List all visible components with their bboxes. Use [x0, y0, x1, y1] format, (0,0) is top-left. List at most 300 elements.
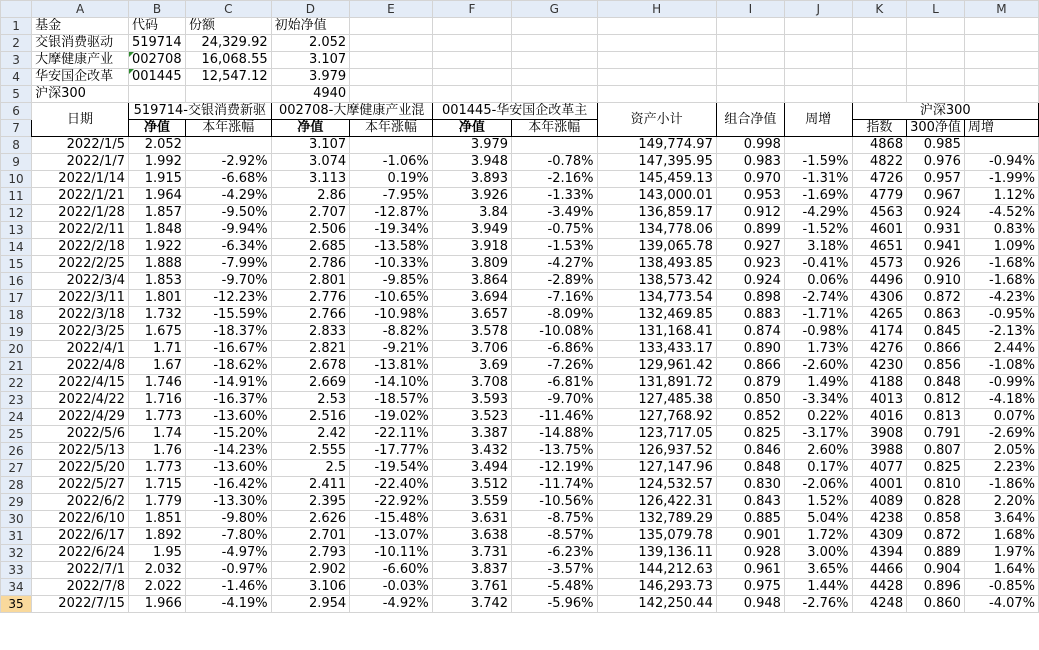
- asset-cell[interactable]: 147,395.95: [597, 154, 716, 171]
- empty-cell[interactable]: [512, 18, 598, 35]
- fund1-ytd-cell[interactable]: -13.60%: [185, 409, 271, 426]
- index-weekly-cell[interactable]: 1.64%: [964, 562, 1038, 579]
- index-weekly-cell[interactable]: -1.68%: [964, 256, 1038, 273]
- portfolio-nav-cell[interactable]: 0.898: [716, 290, 784, 307]
- fund3-ytd-cell[interactable]: -10.56%: [512, 494, 598, 511]
- portfolio-nav-cell[interactable]: 0.928: [716, 545, 784, 562]
- asset-cell[interactable]: 126,937.52: [597, 443, 716, 460]
- empty-cell[interactable]: [784, 52, 852, 69]
- row-header[interactable]: 10: [1, 171, 32, 188]
- fund3-nav-cell[interactable]: 3.84: [432, 205, 511, 222]
- fund1-ytd-cell[interactable]: -1.46%: [185, 579, 271, 596]
- row-header[interactable]: 11: [1, 188, 32, 205]
- asset-cell[interactable]: 134,773.54: [597, 290, 716, 307]
- fund2-nav-cell[interactable]: 2.701: [271, 528, 350, 545]
- index-points-cell[interactable]: 4496: [852, 273, 907, 290]
- index-nav-cell[interactable]: 0.858: [907, 511, 965, 528]
- fund1-nav-cell[interactable]: 1.76: [128, 443, 185, 460]
- fund-shares-cell[interactable]: 12,547.12: [185, 69, 271, 86]
- index-weekly-subheader[interactable]: 周增: [964, 120, 1038, 137]
- asset-cell[interactable]: 142,250.44: [597, 596, 716, 613]
- weekly-change-cell[interactable]: -0.98%: [784, 324, 852, 341]
- asset-cell[interactable]: 146,293.73: [597, 579, 716, 596]
- date-cell[interactable]: 2022/5/6: [32, 426, 129, 443]
- asset-cell[interactable]: 136,859.17: [597, 205, 716, 222]
- portfolio-nav-cell[interactable]: 0.852: [716, 409, 784, 426]
- column-header-k[interactable]: K: [852, 1, 907, 18]
- fund1-ytd-cell[interactable]: -12.23%: [185, 290, 271, 307]
- fund3-nav-cell[interactable]: 3.837: [432, 562, 511, 579]
- index-nav-cell[interactable]: 0.926: [907, 256, 965, 273]
- index-weekly-cell[interactable]: -1.86%: [964, 477, 1038, 494]
- row-header[interactable]: 8: [1, 137, 32, 154]
- fund3-ytd-cell[interactable]: -0.75%: [512, 222, 598, 239]
- index-nav-cell[interactable]: 0.957: [907, 171, 965, 188]
- index-points-cell[interactable]: 4726: [852, 171, 907, 188]
- index-points-cell[interactable]: 3988: [852, 443, 907, 460]
- portfolio-nav-cell[interactable]: 0.825: [716, 426, 784, 443]
- index-points-cell[interactable]: 4230: [852, 358, 907, 375]
- index-nav-cell[interactable]: 0.910: [907, 273, 965, 290]
- date-cell[interactable]: 2022/4/22: [32, 392, 129, 409]
- fund2-ytd-cell[interactable]: -19.54%: [350, 460, 433, 477]
- portfolio-nav-cell[interactable]: 0.848: [716, 460, 784, 477]
- index-header[interactable]: 沪深300: [852, 103, 1038, 120]
- index-weekly-cell[interactable]: 2.23%: [964, 460, 1038, 477]
- index-nav-cell[interactable]: 0.812: [907, 392, 965, 409]
- fund3-nav-cell[interactable]: 3.559: [432, 494, 511, 511]
- row-header[interactable]: 18: [1, 307, 32, 324]
- fund1-nav-cell[interactable]: 1.779: [128, 494, 185, 511]
- row-header[interactable]: 14: [1, 239, 32, 256]
- date-cell[interactable]: 2022/2/18: [32, 239, 129, 256]
- empty-cell[interactable]: [185, 86, 271, 103]
- date-cell[interactable]: 2022/1/5: [32, 137, 129, 154]
- weekly-change-cell[interactable]: 3.65%: [784, 562, 852, 579]
- date-cell[interactable]: 2022/4/1: [32, 341, 129, 358]
- fund1-ytd-cell[interactable]: -2.92%: [185, 154, 271, 171]
- date-cell[interactable]: 2022/3/25: [32, 324, 129, 341]
- weekly-change-cell[interactable]: -1.71%: [784, 307, 852, 324]
- fund1-nav-cell[interactable]: 1.992: [128, 154, 185, 171]
- row-header[interactable]: 5: [1, 86, 32, 103]
- fund2-nav-cell[interactable]: 3.107: [271, 137, 350, 154]
- empty-cell[interactable]: [350, 52, 433, 69]
- fund2-nav-cell[interactable]: 2.766: [271, 307, 350, 324]
- index-points-cell[interactable]: 4276: [852, 341, 907, 358]
- index-nav-cell[interactable]: 0.904: [907, 562, 965, 579]
- fund1-ytd-cell[interactable]: -15.20%: [185, 426, 271, 443]
- asset-cell[interactable]: 127,768.92: [597, 409, 716, 426]
- fund3-ytd-cell[interactable]: -5.96%: [512, 596, 598, 613]
- fund1-ytd-cell[interactable]: [185, 137, 271, 154]
- select-all-corner[interactable]: [1, 1, 32, 18]
- weekly-change-cell[interactable]: 3.00%: [784, 545, 852, 562]
- fund1-nav-cell[interactable]: 2.032: [128, 562, 185, 579]
- date-cell[interactable]: 2022/1/28: [32, 205, 129, 222]
- fund3-nav-cell[interactable]: 3.657: [432, 307, 511, 324]
- fund2-ytd-cell[interactable]: -22.40%: [350, 477, 433, 494]
- row-header[interactable]: 13: [1, 222, 32, 239]
- date-cell[interactable]: 2022/6/2: [32, 494, 129, 511]
- empty-cell[interactable]: [350, 18, 433, 35]
- empty-cell[interactable]: [964, 35, 1038, 52]
- weekly-change-cell[interactable]: 1.52%: [784, 494, 852, 511]
- fund3-nav-cell[interactable]: 3.631: [432, 511, 511, 528]
- index-nav-cell[interactable]: 0.976: [907, 154, 965, 171]
- fund3-ytd-cell[interactable]: -3.49%: [512, 205, 598, 222]
- index-weekly-cell[interactable]: 3.64%: [964, 511, 1038, 528]
- index-points-cell[interactable]: 4779: [852, 188, 907, 205]
- date-cell[interactable]: 2022/3/4: [32, 273, 129, 290]
- index-weekly-cell[interactable]: 1.12%: [964, 188, 1038, 205]
- index-weekly-cell[interactable]: [964, 137, 1038, 154]
- fund2-nav-cell[interactable]: 2.685: [271, 239, 350, 256]
- fund1-ytd-cell[interactable]: -4.19%: [185, 596, 271, 613]
- empty-cell[interactable]: [512, 69, 598, 86]
- fund1-nav-cell[interactable]: 1.801: [128, 290, 185, 307]
- row-header[interactable]: 35: [1, 596, 32, 613]
- fund2-nav-cell[interactable]: 2.516: [271, 409, 350, 426]
- fund3-nav-cell[interactable]: 3.979: [432, 137, 511, 154]
- index-weekly-cell[interactable]: -1.68%: [964, 273, 1038, 290]
- weekly-change-cell[interactable]: 0.17%: [784, 460, 852, 477]
- portfolio-nav-cell[interactable]: 0.998: [716, 137, 784, 154]
- fund2-nav-cell[interactable]: 2.954: [271, 596, 350, 613]
- fund3-ytd-cell[interactable]: -1.33%: [512, 188, 598, 205]
- ytd-subheader[interactable]: 本年涨幅: [350, 120, 433, 137]
- column-header-j[interactable]: J: [784, 1, 852, 18]
- empty-cell[interactable]: [964, 52, 1038, 69]
- fund3-ytd-cell[interactable]: -8.57%: [512, 528, 598, 545]
- fund1-ytd-cell[interactable]: -6.34%: [185, 239, 271, 256]
- empty-cell[interactable]: [784, 86, 852, 103]
- column-header-b[interactable]: B: [128, 1, 185, 18]
- fund1-ytd-cell[interactable]: -0.97%: [185, 562, 271, 579]
- date-cell[interactable]: 2022/2/25: [32, 256, 129, 273]
- asset-cell[interactable]: 133,433.17: [597, 341, 716, 358]
- fund2-nav-cell[interactable]: 2.555: [271, 443, 350, 460]
- weekly-change-cell[interactable]: -3.17%: [784, 426, 852, 443]
- empty-cell[interactable]: [716, 69, 784, 86]
- index-nav-cell[interactable]: 0.866: [907, 341, 965, 358]
- empty-cell[interactable]: [597, 69, 716, 86]
- index-weekly-cell[interactable]: -2.69%: [964, 426, 1038, 443]
- fund2-ytd-cell[interactable]: -17.77%: [350, 443, 433, 460]
- empty-cell[interactable]: [852, 86, 907, 103]
- fund1-nav-cell[interactable]: 1.67: [128, 358, 185, 375]
- index-nav-cell[interactable]: 0.856: [907, 358, 965, 375]
- fund3-nav-cell[interactable]: 3.593: [432, 392, 511, 409]
- weekly-change-cell[interactable]: -1.31%: [784, 171, 852, 188]
- asset-cell[interactable]: 144,212.63: [597, 562, 716, 579]
- fund3-nav-cell[interactable]: 3.706: [432, 341, 511, 358]
- empty-cell[interactable]: [716, 18, 784, 35]
- index-points-subheader[interactable]: 指数: [852, 120, 907, 137]
- fund-code-cell[interactable]: 002708: [128, 52, 185, 69]
- fund1-ytd-cell[interactable]: -7.80%: [185, 528, 271, 545]
- fund2-nav-cell[interactable]: 2.626: [271, 511, 350, 528]
- row-header[interactable]: 25: [1, 426, 32, 443]
- empty-cell[interactable]: [907, 69, 965, 86]
- fund1-ytd-cell[interactable]: -16.42%: [185, 477, 271, 494]
- portfolio-nav-cell[interactable]: 0.866: [716, 358, 784, 375]
- weekly-change-cell[interactable]: 3.18%: [784, 239, 852, 256]
- empty-cell[interactable]: [907, 86, 965, 103]
- index-weekly-cell[interactable]: -4.52%: [964, 205, 1038, 222]
- date-cell[interactable]: 2022/6/24: [32, 545, 129, 562]
- fund3-ytd-cell[interactable]: -9.70%: [512, 392, 598, 409]
- fund-nav-cell[interactable]: 3.107: [271, 52, 350, 69]
- empty-cell[interactable]: [716, 86, 784, 103]
- asset-cell[interactable]: 132,469.85: [597, 307, 716, 324]
- asset-cell[interactable]: 131,168.41: [597, 324, 716, 341]
- weekly-change-cell[interactable]: -1.59%: [784, 154, 852, 171]
- fund-name-cell[interactable]: 大摩健康产业: [32, 52, 129, 69]
- fund3-ytd-cell[interactable]: -4.27%: [512, 256, 598, 273]
- index-weekly-cell[interactable]: -4.07%: [964, 596, 1038, 613]
- index-weekly-cell[interactable]: 0.83%: [964, 222, 1038, 239]
- row-header[interactable]: 15: [1, 256, 32, 273]
- empty-cell[interactable]: [784, 35, 852, 52]
- date-cell[interactable]: 2022/1/7: [32, 154, 129, 171]
- date-cell[interactable]: 2022/2/11: [32, 222, 129, 239]
- fund1-nav-cell[interactable]: 2.052: [128, 137, 185, 154]
- fund3-ytd-cell[interactable]: -6.23%: [512, 545, 598, 562]
- row-header[interactable]: 34: [1, 579, 32, 596]
- portfolio-nav-cell[interactable]: 0.883: [716, 307, 784, 324]
- portfolio-nav-cell[interactable]: 0.830: [716, 477, 784, 494]
- index-weekly-cell[interactable]: 0.07%: [964, 409, 1038, 426]
- fund1-nav-cell[interactable]: 1.915: [128, 171, 185, 188]
- weekly-change-cell[interactable]: 0.22%: [784, 409, 852, 426]
- row-header[interactable]: 24: [1, 409, 32, 426]
- date-cell[interactable]: 2022/1/21: [32, 188, 129, 205]
- index-points-cell[interactable]: 4868: [852, 137, 907, 154]
- index-value-cell[interactable]: 4940: [271, 86, 350, 103]
- fund2-header[interactable]: 002708-大摩健康产业混: [271, 103, 432, 120]
- column-header-i[interactable]: I: [716, 1, 784, 18]
- fund1-nav-cell[interactable]: 2.022: [128, 579, 185, 596]
- portfolio-nav-cell[interactable]: 0.948: [716, 596, 784, 613]
- index-points-cell[interactable]: 4248: [852, 596, 907, 613]
- portfolio-nav-cell[interactable]: 0.912: [716, 205, 784, 222]
- empty-cell[interactable]: [432, 52, 511, 69]
- fund2-ytd-cell[interactable]: -22.11%: [350, 426, 433, 443]
- portfolio-nav-cell[interactable]: 0.890: [716, 341, 784, 358]
- fund2-nav-cell[interactable]: 2.786: [271, 256, 350, 273]
- index-nav-cell[interactable]: 0.889: [907, 545, 965, 562]
- fund1-nav-cell[interactable]: 1.853: [128, 273, 185, 290]
- fund3-nav-cell[interactable]: 3.893: [432, 171, 511, 188]
- ytd-subheader[interactable]: 本年涨幅: [512, 120, 598, 137]
- weekly-change-cell[interactable]: -3.34%: [784, 392, 852, 409]
- index-weekly-cell[interactable]: -4.18%: [964, 392, 1038, 409]
- fund1-ytd-cell[interactable]: -13.30%: [185, 494, 271, 511]
- index-nav-subheader[interactable]: 300净值: [907, 120, 965, 137]
- index-nav-cell[interactable]: 0.924: [907, 205, 965, 222]
- fund1-ytd-cell[interactable]: -18.62%: [185, 358, 271, 375]
- index-weekly-cell[interactable]: 2.20%: [964, 494, 1038, 511]
- fund1-ytd-cell[interactable]: -13.60%: [185, 460, 271, 477]
- fund2-nav-cell[interactable]: 2.506: [271, 222, 350, 239]
- empty-cell[interactable]: [432, 86, 511, 103]
- fund-nav-cell[interactable]: 2.052: [271, 35, 350, 52]
- index-points-cell[interactable]: 4651: [852, 239, 907, 256]
- empty-cell[interactable]: [128, 86, 185, 103]
- row-header[interactable]: 4: [1, 69, 32, 86]
- asset-cell[interactable]: 149,774.97: [597, 137, 716, 154]
- fund2-nav-cell[interactable]: 3.106: [271, 579, 350, 596]
- row-header[interactable]: 33: [1, 562, 32, 579]
- fund2-nav-cell[interactable]: 3.113: [271, 171, 350, 188]
- fund2-ytd-cell[interactable]: -19.34%: [350, 222, 433, 239]
- fund2-ytd-cell[interactable]: [350, 137, 433, 154]
- fund3-ytd-cell[interactable]: -6.86%: [512, 341, 598, 358]
- row-header[interactable]: 20: [1, 341, 32, 358]
- index-nav-cell[interactable]: 0.807: [907, 443, 965, 460]
- row-header[interactable]: 9: [1, 154, 32, 171]
- fund1-ytd-cell[interactable]: -15.59%: [185, 307, 271, 324]
- fund3-ytd-cell[interactable]: -11.74%: [512, 477, 598, 494]
- weekly-change-cell[interactable]: -2.06%: [784, 477, 852, 494]
- date-cell[interactable]: 2022/3/18: [32, 307, 129, 324]
- fund3-nav-cell[interactable]: 3.742: [432, 596, 511, 613]
- fund3-ytd-cell[interactable]: -3.57%: [512, 562, 598, 579]
- index-nav-cell[interactable]: 0.810: [907, 477, 965, 494]
- weekly-change-cell[interactable]: 1.44%: [784, 579, 852, 596]
- empty-cell[interactable]: [597, 52, 716, 69]
- empty-cell[interactable]: [907, 52, 965, 69]
- fund2-nav-cell[interactable]: 3.074: [271, 154, 350, 171]
- portfolio-header[interactable]: 组合净值: [716, 103, 784, 137]
- fund1-nav-cell[interactable]: 1.851: [128, 511, 185, 528]
- index-weekly-cell[interactable]: -0.94%: [964, 154, 1038, 171]
- fund3-nav-cell[interactable]: 3.694: [432, 290, 511, 307]
- fund1-nav-cell[interactable]: 1.71: [128, 341, 185, 358]
- fund1-nav-cell[interactable]: 1.892: [128, 528, 185, 545]
- index-points-cell[interactable]: 4188: [852, 375, 907, 392]
- fund1-header[interactable]: 519714-交银消费新驱: [128, 103, 271, 120]
- fund3-ytd-cell[interactable]: -7.16%: [512, 290, 598, 307]
- portfolio-nav-cell[interactable]: 0.923: [716, 256, 784, 273]
- fund2-nav-cell[interactable]: 2.42: [271, 426, 350, 443]
- asset-cell[interactable]: 126,422.31: [597, 494, 716, 511]
- row-header[interactable]: 12: [1, 205, 32, 222]
- info-header-cell[interactable]: 基金: [32, 18, 129, 35]
- date-cell[interactable]: 2022/5/13: [32, 443, 129, 460]
- row-header[interactable]: 6: [1, 103, 32, 120]
- empty-cell[interactable]: [432, 18, 511, 35]
- index-points-cell[interactable]: 4265: [852, 307, 907, 324]
- fund3-nav-cell[interactable]: 3.523: [432, 409, 511, 426]
- fund1-ytd-cell[interactable]: -4.29%: [185, 188, 271, 205]
- fund2-ytd-cell[interactable]: -0.03%: [350, 579, 433, 596]
- ytd-subheader[interactable]: 本年涨幅: [185, 120, 271, 137]
- index-weekly-cell[interactable]: 1.09%: [964, 239, 1038, 256]
- date-cell[interactable]: 2022/4/29: [32, 409, 129, 426]
- fund3-nav-cell[interactable]: 3.432: [432, 443, 511, 460]
- index-nav-cell[interactable]: 0.813: [907, 409, 965, 426]
- fund-name-cell[interactable]: 华安国企改革: [32, 69, 129, 86]
- index-weekly-cell[interactable]: -1.08%: [964, 358, 1038, 375]
- index-weekly-cell[interactable]: -4.23%: [964, 290, 1038, 307]
- portfolio-nav-cell[interactable]: 0.850: [716, 392, 784, 409]
- empty-cell[interactable]: [350, 69, 433, 86]
- fund1-ytd-cell[interactable]: -7.99%: [185, 256, 271, 273]
- fund2-ytd-cell[interactable]: -6.60%: [350, 562, 433, 579]
- fund-shares-cell[interactable]: 24,329.92: [185, 35, 271, 52]
- fund1-ytd-cell[interactable]: -9.50%: [185, 205, 271, 222]
- index-nav-cell[interactable]: 0.825: [907, 460, 965, 477]
- fund1-nav-cell[interactable]: 1.95: [128, 545, 185, 562]
- fund2-ytd-cell[interactable]: -18.57%: [350, 392, 433, 409]
- row-header[interactable]: 30: [1, 511, 32, 528]
- fund-code-cell[interactable]: 519714: [128, 35, 185, 52]
- fund3-ytd-cell[interactable]: [512, 137, 598, 154]
- empty-cell[interactable]: [512, 86, 598, 103]
- row-header[interactable]: 17: [1, 290, 32, 307]
- nav-subheader[interactable]: 净值: [271, 120, 350, 137]
- index-points-cell[interactable]: 4089: [852, 494, 907, 511]
- fund2-nav-cell[interactable]: 2.707: [271, 205, 350, 222]
- weekly-change-cell[interactable]: -4.29%: [784, 205, 852, 222]
- fund3-nav-cell[interactable]: 3.69: [432, 358, 511, 375]
- weekly-change-cell[interactable]: 2.60%: [784, 443, 852, 460]
- index-weekly-cell[interactable]: 2.44%: [964, 341, 1038, 358]
- fund1-nav-cell[interactable]: 1.773: [128, 460, 185, 477]
- asset-cell[interactable]: 123,717.05: [597, 426, 716, 443]
- asset-cell[interactable]: 139,136.11: [597, 545, 716, 562]
- index-points-cell[interactable]: 4016: [852, 409, 907, 426]
- fund1-ytd-cell[interactable]: -16.37%: [185, 392, 271, 409]
- date-cell[interactable]: 2022/6/10: [32, 511, 129, 528]
- empty-cell[interactable]: [784, 69, 852, 86]
- fund3-ytd-cell[interactable]: -2.89%: [512, 273, 598, 290]
- empty-cell[interactable]: [852, 18, 907, 35]
- row-header[interactable]: 28: [1, 477, 32, 494]
- portfolio-nav-cell[interactable]: 0.983: [716, 154, 784, 171]
- row-header[interactable]: 29: [1, 494, 32, 511]
- fund1-ytd-cell[interactable]: -14.23%: [185, 443, 271, 460]
- fund3-ytd-cell[interactable]: -6.81%: [512, 375, 598, 392]
- fund1-nav-cell[interactable]: 1.675: [128, 324, 185, 341]
- index-nav-cell[interactable]: 0.931: [907, 222, 965, 239]
- index-nav-cell[interactable]: 0.941: [907, 239, 965, 256]
- fund2-nav-cell[interactable]: 2.833: [271, 324, 350, 341]
- fund3-nav-cell[interactable]: 3.731: [432, 545, 511, 562]
- fund2-ytd-cell[interactable]: -8.82%: [350, 324, 433, 341]
- portfolio-nav-cell[interactable]: 0.924: [716, 273, 784, 290]
- fund2-nav-cell[interactable]: 2.86: [271, 188, 350, 205]
- fund3-nav-cell[interactable]: 3.926: [432, 188, 511, 205]
- fund1-nav-cell[interactable]: 1.857: [128, 205, 185, 222]
- fund3-header[interactable]: 001445-华安国企改革主: [432, 103, 597, 120]
- index-points-cell[interactable]: 4563: [852, 205, 907, 222]
- column-header-d[interactable]: D: [271, 1, 350, 18]
- column-header-e[interactable]: E: [350, 1, 433, 18]
- fund3-nav-cell[interactable]: 3.638: [432, 528, 511, 545]
- fund2-ytd-cell[interactable]: -1.06%: [350, 154, 433, 171]
- fund2-nav-cell[interactable]: 2.53: [271, 392, 350, 409]
- column-header-c[interactable]: C: [185, 1, 271, 18]
- fund1-nav-cell[interactable]: 1.966: [128, 596, 185, 613]
- fund3-ytd-cell[interactable]: -1.53%: [512, 239, 598, 256]
- date-cell[interactable]: 2022/4/15: [32, 375, 129, 392]
- fund1-ytd-cell[interactable]: -9.80%: [185, 511, 271, 528]
- empty-cell[interactable]: [852, 69, 907, 86]
- fund-code-cell[interactable]: 001445: [128, 69, 185, 86]
